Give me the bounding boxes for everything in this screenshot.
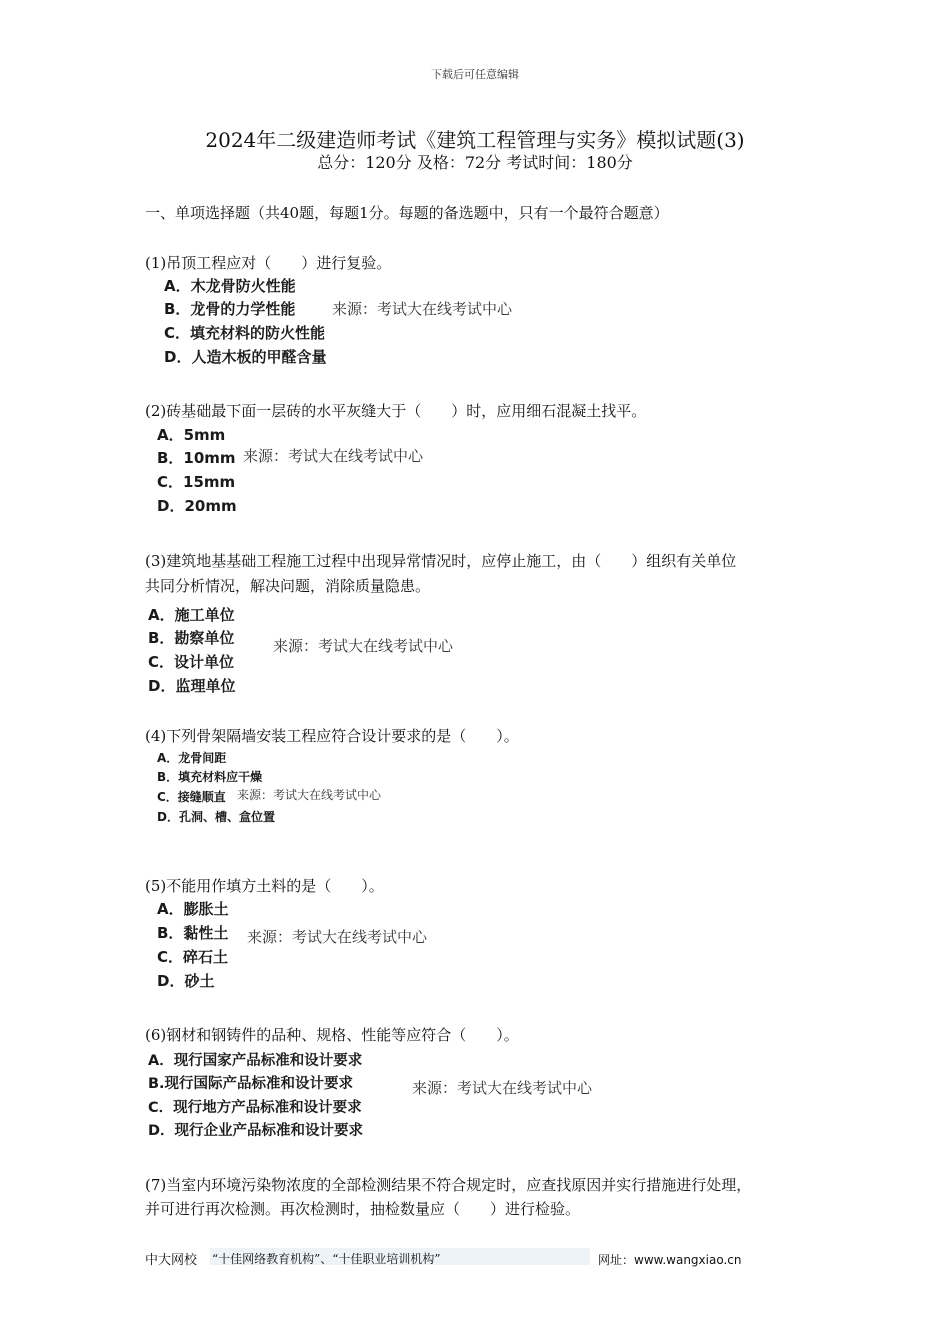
question-4-option-c: C．接缝顺直	[157, 790, 226, 804]
footer-website[interactable]: 网址：www.wangxiao.cn	[598, 1253, 742, 1267]
question-2-stem: (2)砖基础最下面一层砖的水平灰缝大于（ ）时，应用细石混凝土找平。	[145, 402, 647, 420]
question-3-option-a: A．施工单位	[148, 606, 235, 624]
question-1-stem: (1)吊顶工程应对（ ）进行复验。	[145, 254, 392, 272]
question-2-option-c: C．15mm	[157, 473, 236, 491]
question-4-stem: (4)下列骨架隔墙安装工程应符合设计要求的是（ ）。	[145, 727, 519, 745]
question-2-option-b: B．10mm	[157, 449, 236, 467]
question-5-option-d: D．砂土	[157, 972, 215, 990]
section-heading: 一、单项选择题（共40题，每题1分。每题的备选题中，只有一个最符合题意）	[145, 204, 669, 222]
source-watermark: 来源：考试大在线考试中心	[273, 637, 454, 655]
question-3-stem-line-2: 共同分析情况，解决问题，消除质量隐患。	[145, 577, 431, 595]
question-7-stem-line-1: (7)当室内环境污染物浓度的全部检测结果不符合规定时，应查找原因并实行措施进行处理，	[145, 1176, 752, 1194]
source-watermark: 来源：考试大在线考试中心	[243, 447, 424, 465]
question-5-option-b: B．黏性土	[157, 924, 229, 942]
question-5-option-a: A．膨胀土	[157, 900, 229, 918]
question-2-option-d: D．20mm	[157, 497, 237, 515]
question-5-option-c: C．碎石土	[157, 948, 229, 966]
exam-info: 总分：120分 及格：72分 考试时间：180分	[317, 153, 633, 172]
page-title: 2024年二级建造师考试《建筑工程管理与实务》模拟试题(3)	[205, 128, 745, 152]
question-6-option-a: A．现行国家产品标准和设计要求	[148, 1053, 363, 1069]
question-6-option-b: B.现行国际产品标准和设计要求	[148, 1076, 354, 1092]
question-6-stem: (6)钢材和钢铸件的品种、规格、性能等应符合（ ）。	[145, 1026, 519, 1044]
question-3-option-d: D．监理单位	[148, 677, 236, 695]
source-watermark: 来源：考试大在线考试中心	[412, 1079, 593, 1097]
question-4-option-b: B．填充材料应干燥	[157, 770, 263, 784]
question-3-option-b: B．勘察单位	[148, 629, 235, 647]
question-3-stem-line-1: (3)建筑地基基础工程施工过程中出现异常情况时，应停止施工，由（ ）组织有关单位	[145, 552, 737, 570]
question-6-option-c: C．现行地方产品标准和设计要求	[148, 1100, 362, 1116]
question-7-stem-line-2: 并可进行再次检测。再次检测时，抽检数量应（ ）进行检验。	[145, 1200, 581, 1218]
question-6-option-d: D．现行企业产品标准和设计要求	[148, 1123, 364, 1139]
question-4-option-a: A．龙骨间距	[157, 751, 227, 765]
source-watermark: 来源：考试大在线考试中心	[237, 788, 382, 802]
question-2-option-a: A．5mm	[157, 426, 226, 444]
question-4-option-d: D．孔洞、槽、盒位置	[157, 810, 275, 824]
question-1-option-a: A．木龙骨防火性能	[164, 277, 296, 295]
source-watermark: 来源：考试大在线考试中心	[247, 928, 428, 946]
source-watermark: 来源：考试大在线考试中心	[332, 300, 513, 318]
question-1-option-c: C．填充材料的防火性能	[164, 324, 326, 342]
footer-school: 中大网校	[145, 1253, 198, 1268]
question-3-option-c: C．设计单位	[148, 653, 235, 671]
question-1-option-b: B．龙骨的力学性能	[164, 300, 296, 318]
question-5-stem: (5)不能用作填方土料的是（ ）。	[145, 877, 384, 895]
footer-slogan: “十佳网络教育机构”、“十佳职业培训机构”	[212, 1252, 441, 1266]
question-1-option-d: D．人造木板的甲醛含量	[164, 348, 327, 366]
header-note: 下载后可任意编辑	[431, 68, 519, 81]
